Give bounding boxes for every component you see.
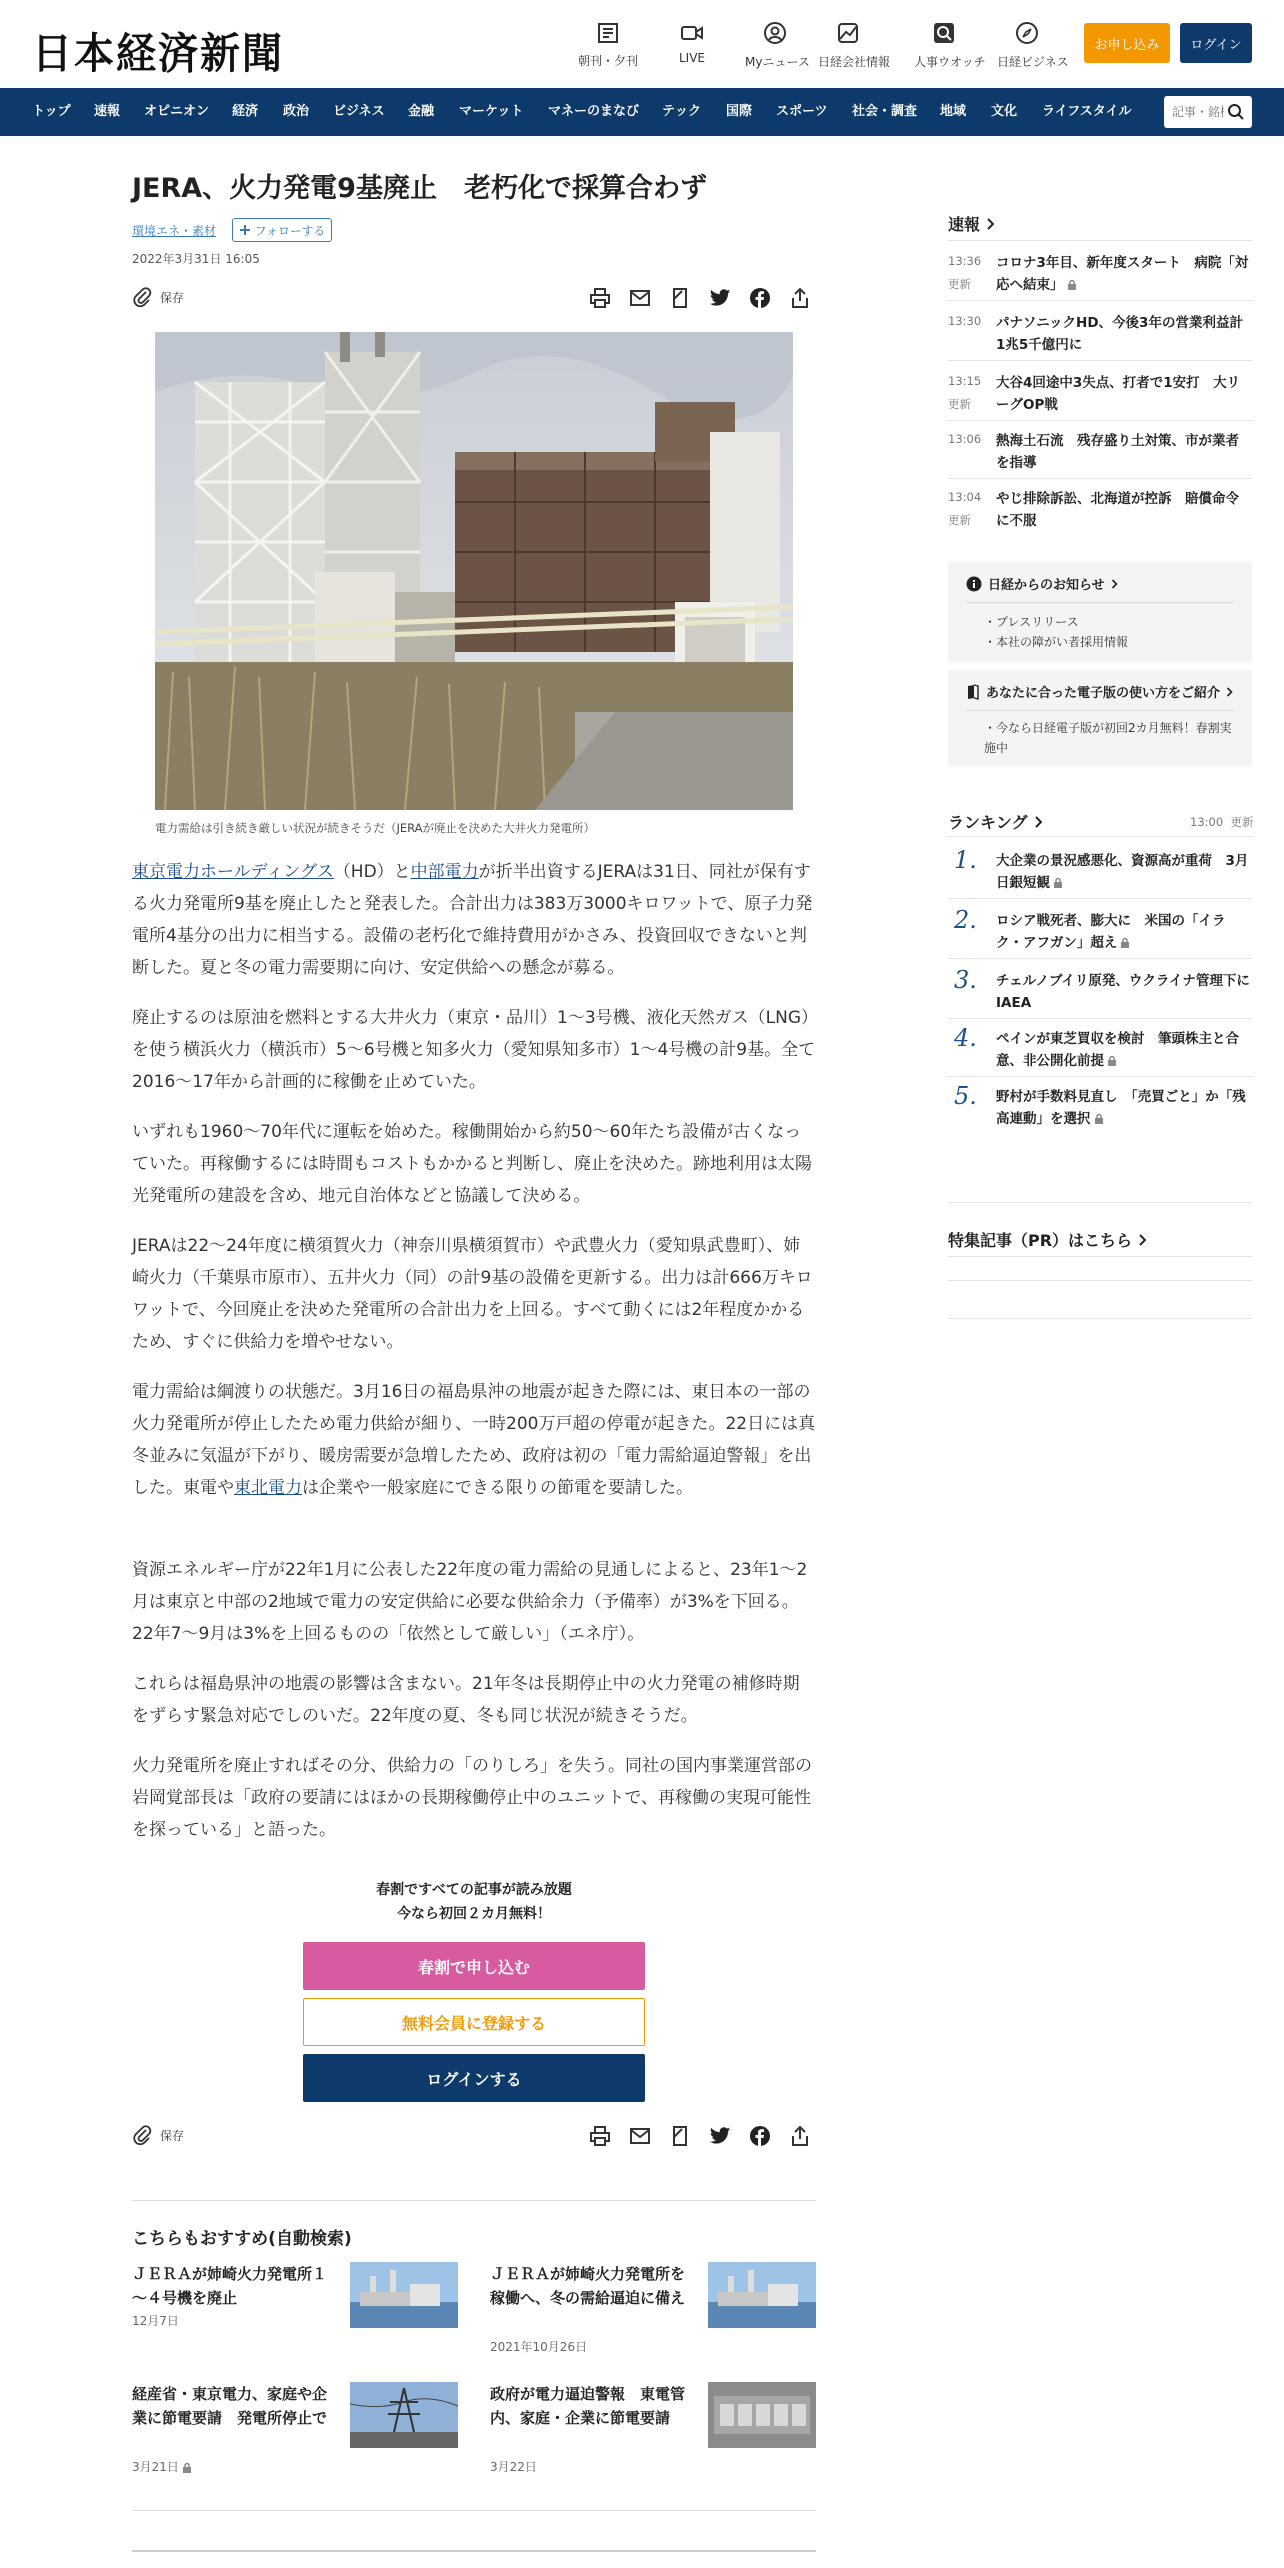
save-button[interactable] [132,286,184,308]
header-nav-jinji[interactable] [914,20,986,70]
notice-link-text: プレスリリース [996,615,1079,629]
save-label: 保存 [160,2128,185,2143]
flash-time: 13:04 [948,490,982,504]
subscribe-button[interactable]: お申し込み [1084,23,1170,63]
flash-text: パナソニックHD、今後3年の営業利益計1兆5千億円に [996,315,1243,353]
ranking-text [996,850,1252,894]
header-nav-label: LIVE [678,51,705,65]
flash-text: やじ排除訴訟、北海道が控訴 賠償命令に不服 [996,491,1239,529]
flash-time: 13:06 [948,432,982,446]
article-date: 2022年3月31日 16:05 [132,252,260,266]
paywall-line: 春割ですべての記事が読み放題 [376,1882,572,1898]
article-title: JERA、火力発電9基廃止 老朽化で採算合わず [132,173,707,204]
follow-button[interactable] [232,218,332,242]
notice-box [948,562,1252,662]
notice-link[interactable]: ・プレスリリース [984,615,1079,629]
ranking-number: 4. [954,1024,977,1052]
compass-icon [997,20,1057,46]
divider [132,2510,816,2511]
guide-heading[interactable] [966,682,1233,701]
save-label: 保存 [160,290,185,305]
mail-icon[interactable] [628,286,652,310]
paywall-line: 今なら初回２カ月無料！ [397,1906,551,1922]
ranking-item[interactable] [948,1082,1252,1136]
main-nav [0,88,1284,136]
free-register-button[interactable]: 無料会員に登録する [303,1998,645,2046]
header-nav-mynews[interactable] [745,20,810,70]
flash-news-heading[interactable] [948,212,994,235]
ranking-number: 5. [954,1082,977,1110]
divider [948,1318,1252,1319]
divider [132,2200,816,2201]
lock-icon [1053,877,1063,889]
recommend-title: ＪＥＲＡが姉崎火力発電所を稼働へ、冬の需給逼迫に備え [490,2265,686,2307]
nav-item[interactable]: 地域 [940,104,967,119]
lock-icon [1067,279,1077,291]
recommend-thumbnail [350,2262,458,2328]
spring-subscribe-button[interactable]: 春割で申し込む [303,1942,645,1990]
twitter-icon[interactable] [708,2124,732,2148]
special-features-text: 特集記事（PR）はこちら [948,1231,1133,1250]
search-icon[interactable] [1226,102,1246,122]
ranking-text-content: 大企業の景況感悪化、資源高が重荷 3月日銀短観 [996,853,1249,891]
article-paragraph: JERAは22～24年度に横須賀火力（神奈川県横須賀市）や武豊火力（愛知県武豊町）、姉崎火力（千葉県市原市）、五井火力（同）の計9基の設備を更新する。出力は計666万キロワットで、今回廃止を決めた発電所の合計出力を上回る。すべて動くには2年程度かかるため、すぐに供給力を増やせない。 [132,1236,813,1352]
text-span: が折半出資するJERAは31日、同社が保有する火力発電所9基を廃止したと発表した。合計出力は383万3000キロワットで、原子力発電所4基分の出力に相当する。設備の老朽化で維持費用がかさみ、投資回収できないと判断した。夏と冬の電力需要期に向け、安定供給への懸念が募る。 [132,862,813,978]
book-icon [966,684,980,700]
ranking-item[interactable] [948,846,1252,900]
facebook-icon[interactable] [748,2124,772,2148]
flash-item[interactable] [948,372,1252,422]
nav-item[interactable]: 金融 [408,104,435,119]
site-header [0,0,1284,88]
share-icon[interactable] [788,286,812,310]
article-toolbar-top [132,282,816,314]
article-photo [155,332,793,810]
flash-updated: 更新 [948,513,971,527]
lock-icon [1094,1113,1104,1125]
flash-item[interactable] [948,252,1252,302]
site-logo[interactable]: 日本経済新聞 [32,28,284,79]
topic-link[interactable]: 環境エネ・素材 [132,224,217,238]
photo-caption: 電力需給は引き続き厳しい状況が続きそうだ（JERAが廃止を決めた大井火力発電所） [155,821,596,835]
notice-link-text: 本社の障がい者採用情報 [996,635,1129,649]
ranking-text [996,1028,1252,1072]
nav-item[interactable]: 文化 [991,104,1018,119]
ranking-text [996,910,1252,954]
divider [966,602,1234,603]
article-paragraph: これらは福島県沖の地震の影響は含まない。21年冬は長期停止中の火力発電の補修時期をずらす緊急対応でしのいだ。22年度の夏、冬も同じ状況が続きそうだ。 [132,1674,800,1726]
notice-heading[interactable] [966,574,1118,593]
nav-search [1164,96,1252,128]
divider [948,898,1252,899]
search-input[interactable] [1172,102,1224,122]
ranking-item[interactable] [948,906,1252,960]
article-paragraph [132,856,816,984]
ranking-number: 3. [954,966,977,994]
flash-time: 13:36 [948,254,982,268]
header-nav-live[interactable] [662,20,722,70]
lock-icon [1120,937,1130,949]
divider [132,2550,816,2552]
nav-item[interactable]: 政治 [283,104,310,119]
divider [966,710,1234,711]
ranking-updated-label: 更新 [1230,815,1254,829]
company-link-chubu[interactable]: 中部電力 [410,862,479,882]
nav-item[interactable]: オピニオン [144,104,210,119]
chevron-right-icon [1226,687,1233,697]
article-paragraph: 廃止するのは原油を燃料とする大井火力（東京・品川）1～3号機、液化天然ガス（LNG）を使う横浜火力（横浜市）5～6号機と知多火力（愛知県知多市）1～4号機の計9基。全て2016～17年から計画的に稼働を止めていた。 [132,1008,816,1092]
chevron-right-icon [1111,579,1118,589]
nav-item[interactable]: 社会・調査 [852,104,918,119]
search-person-icon [914,20,974,46]
ranking-text-content: 野村が手数料見直し 「売買ごと」か「残高連動」を選択 [996,1089,1246,1127]
special-features-link[interactable] [948,1228,1146,1251]
notice-heading-text: 日経からのお知らせ [988,578,1105,593]
flash-text [996,252,1252,296]
mail-icon[interactable] [628,2124,652,2148]
recommend-title: 政府が電力逼迫警報 東電管内、家庭・企業に節電要請 [490,2385,686,2427]
guide-heading-text: あなたに合った電子版の使い方をご紹介 [986,686,1221,701]
header-nav-company[interactable] [818,20,891,70]
share-icon[interactable] [788,2124,812,2148]
nav-item[interactable]: テック [662,104,702,119]
nav-item[interactable]: スポーツ [776,104,828,119]
header-nav-newspaper[interactable] [578,20,638,70]
flash-updated: 更新 [948,397,971,411]
notice-link[interactable]: ・本社の障がい者採用情報 [984,635,1129,649]
nav-item[interactable]: マネーのまなび [548,104,640,119]
recommend-date: 12月7日 [132,2314,179,2328]
chart-icon [818,20,878,46]
header-nav-label: 日経会社情報 [818,55,891,69]
divider [948,1280,1252,1281]
article-paragraph: いずれも1960～70年代に運転を始めた。稼働開始から約50～60年たち設備が古くなっていた。再稼働するには時間もコストもかかると判断し、廃止を決めた。跡地利用は太陽光発電所の建設を含め、地元自治体などと協議して決める。 [132,1122,812,1206]
ranking-number: 2. [954,906,977,934]
ranking-updated [1190,814,1253,830]
flash-text: 大谷4回途中3失点、打者で1安打 大リーグOP戦 [996,375,1241,413]
flash-item[interactable] [948,430,1252,480]
divider [948,1018,1252,1019]
text-span: （HD）と [333,862,411,882]
flash-time: 13:15 [948,374,982,388]
company-link-tohoku[interactable]: 東北電力 [234,1478,302,1498]
info-icon [966,576,982,592]
follow-label: フォローする [254,223,326,238]
recommend-title: 経産省・東京電力、家庭や企業に節電要請 発電所停止で [132,2385,328,2427]
paywall-login-button[interactable]: ログインする [303,2054,645,2102]
facebook-icon[interactable] [748,286,772,310]
user-icon [745,20,805,46]
nav-item[interactable]: ライフスタイル [1042,104,1132,119]
print-icon[interactable] [588,2124,612,2148]
flash-news-heading-text: 速報 [948,215,981,234]
recommend-item[interactable] [132,2382,454,2492]
plus-icon [239,224,251,236]
lock-icon [182,2462,192,2474]
guide-link[interactable]: ・今なら日経電子版が初回2カ月無料！春割実施中 [984,721,1232,755]
divider [948,958,1252,959]
login-button[interactable]: ログイン [1180,23,1252,63]
paperclip-icon [132,2124,152,2146]
ranking-text-content: ロシア戦死者、膨大に 米国の「イラク・アフガン」超え [996,913,1226,951]
flash-item[interactable] [948,488,1252,538]
divider [948,836,1252,837]
divider [948,420,1252,421]
recommend-title: ＪＥＲＡが姉崎火力発電所１～４号機を廃止 [132,2265,328,2307]
guide-link-text: 今なら日経電子版が初回2カ月無料！春割実施中 [984,721,1232,755]
recommend-date: 3月22日 [490,2460,537,2474]
nav-item[interactable]: ビジネス [333,104,385,119]
divider [948,1256,1252,1257]
twitter-icon[interactable] [708,286,732,310]
divider [948,300,1252,301]
divider [948,478,1252,479]
recommend-thumbnail [350,2382,458,2448]
ranking-text: チェルノブイリ原発、ウクライナ管理下にIAEA [996,973,1250,1011]
ranking-item[interactable] [948,966,1252,1020]
save-button[interactable] [132,2124,184,2146]
recommend-item[interactable] [490,2382,812,2492]
recommend-date-text: 3月21日 [132,2460,179,2474]
company-link-tepco[interactable]: 東京電力ホールディングス [132,862,334,882]
recommend-item[interactable] [132,2262,454,2372]
recommend-thumbnail [708,2382,816,2448]
nav-item[interactable]: 経済 [232,104,259,119]
ranking-number: 1. [954,846,977,874]
chevron-right-icon [1138,1234,1146,1246]
guide-box [948,670,1252,766]
recommend-item[interactable] [490,2262,812,2372]
ranking-time: 13:00 [1190,815,1224,829]
print-icon[interactable] [588,286,612,310]
divider [948,240,1252,241]
header-nav-business[interactable] [997,20,1069,70]
chevron-right-icon [1034,816,1042,828]
memo-icon[interactable] [668,2124,692,2148]
video-icon [662,20,722,46]
article-paragraph: 火力発電所を廃止すればその分、供給力の「のりしろ」を失う。同社の国内事業運営部の岩岡覚部長は「政府の要請にはほかの長期稼働停止中のユニットで、再稼働の実現可能性を探っている」と語った。 [132,1756,812,1840]
ranking-item[interactable] [948,1024,1252,1078]
text-span: 電力需給は綱渡りの状態だ。3月16日の福島県沖の地震が起きた際には、東日本の一部の火力発電所が停止したため電力供給が細り、一時200万戸超の停電が起きた。22日には真冬並みに気温が下がり、暖房需要が急増したため、政府は初の「電力需給逼迫警報」を出した。東電や [132,1382,816,1498]
header-nav-label: Myニュース [745,55,810,69]
article-paragraph: 資源エネルギー庁が22年1月に公表した22年度の電力需給の見通しによると、23年1～2月は東京と中部の2地域で電力の安定供給に必要な供給余力（予備率）が3%を下回る。22年7～9月は3%を上回るものの「依然として厳しい」（エネ庁）。 [132,1560,808,1644]
chevron-right-icon [986,218,994,230]
nav-item[interactable]: マーケット [459,104,524,119]
ranking-heading[interactable] [948,810,1042,833]
nav-item[interactable]: 速報 [94,104,121,119]
ranking-text [996,1086,1252,1130]
flash-text: 熱海土石流 残存盛り土対策、市が業者を指導 [996,433,1239,471]
newspaper-icon [578,20,638,46]
recommend-heading: こちらもおすすめ(自動検索) [132,2229,352,2249]
divider [948,1076,1252,1077]
recommend-date: 2021年10月26日 [490,2340,588,2354]
nav-item[interactable]: トップ [32,104,71,119]
paywall-message [132,1878,816,1926]
lock-icon [1107,1055,1117,1067]
flash-updated: 更新 [948,277,971,291]
flash-text-content: コロナ3年目、新年度スタート 病院「対応へ結束」 [996,255,1249,293]
ranking-heading-text: ランキング [948,813,1028,832]
article-toolbar-bottom [132,2120,816,2152]
recommend-date [132,2458,192,2475]
article-paragraph [132,1376,816,1504]
header-nav-label: 日経ビジネス [997,55,1069,69]
memo-icon[interactable] [668,286,692,310]
divider [948,360,1252,361]
flash-item[interactable] [948,312,1252,362]
flash-time: 13:30 [948,314,982,328]
header-nav-label: 朝刊・夕刊 [578,54,639,68]
header-nav-label: 人事ウオッチ [914,55,986,69]
text-span: は企業や一般家庭にできる限りの節電を要請した。 [302,1478,693,1498]
ranking-text-content: ペインが東芝買収を検討 筆頭株主と合意、非公開化前提 [996,1031,1239,1069]
recommend-thumbnail [708,2262,816,2328]
nav-item[interactable]: 国際 [726,104,753,119]
divider [948,1202,1252,1203]
paperclip-icon [132,286,152,308]
